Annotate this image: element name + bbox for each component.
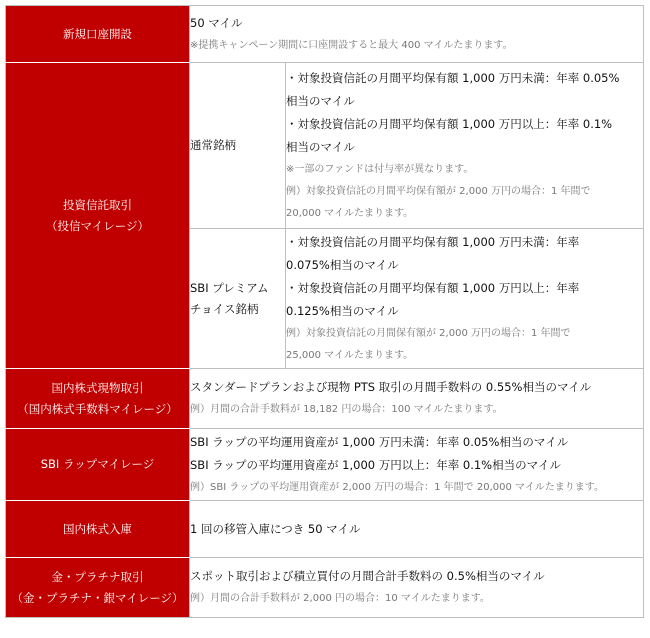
premium-bullet-1-line2: 0.075%相当のマイル	[286, 257, 399, 272]
new-account-miles: 50 マイル	[190, 15, 243, 30]
label-fund-line2: （投信マイレージ）	[45, 218, 150, 233]
premium-bullet-2-line1: ・対象投資信託の月間平均保有額 1,000 万円以上：年率	[286, 280, 580, 295]
stock-rate: スタンダードプランおよび現物 PTS 取引の月間手数料の 0.55%相当のマイル	[190, 380, 592, 394]
wrap-rate-1: SBI ラップの平均運用資産が 1,000 万円未満：年率 0.05%相当のマイル	[190, 434, 569, 449]
row-new-account	[6, 6, 644, 63]
content-premium-fund	[286, 229, 644, 369]
content-wrap	[190, 429, 644, 501]
new-account-note: ※提携キャンペーン期間に口座開設すると最大 400 マイルたまります。	[190, 39, 513, 51]
label-premium-fund	[190, 229, 286, 369]
row-gold	[6, 558, 644, 618]
label-fund	[6, 63, 190, 369]
normal-note-2-line1: 例）対象投資信託の月間平均保有額が 2,000 万円の場合：1 年間で	[286, 185, 591, 197]
gold-note: 例）月間の合計手数料が 2,000 円の場合：10 マイルたまります。	[190, 593, 490, 604]
label-new-account: 新規口座開設	[6, 6, 190, 63]
row-transfer	[6, 501, 644, 558]
row-fund-normal	[6, 63, 644, 229]
label-normal-fund: 通常銘柄	[190, 63, 286, 229]
label-fund-line1: 投資信託取引	[63, 197, 132, 212]
wrap-note: 例）SBI ラップの平均運用資産が 2,000 万円の場合：1 年間で 20,000 マイルたまります。	[190, 481, 605, 493]
gold-rate: スポット取引および積立買付の月間合計手数料の 0.5%相当のマイル	[190, 569, 545, 583]
premium-note-line1: 例）対象投資信託の月間保有額が 2,000 万円の場合：1 年間で	[286, 327, 571, 339]
label-transfer: 国内株式入庫	[6, 501, 190, 558]
content-stock	[190, 369, 644, 429]
mileage-table	[5, 5, 644, 618]
label-gold-line1: 金・プラチナ取引	[51, 569, 144, 584]
label-gold	[6, 558, 190, 618]
content-new-account	[190, 6, 644, 63]
normal-note-2-line2: 20,000 マイルたまります。	[286, 207, 414, 219]
premium-bullet-2-line2: 0.125%相当のマイル	[286, 303, 399, 318]
content-gold	[190, 558, 644, 618]
normal-bullet-2-line2: 相当のマイル	[286, 139, 355, 154]
normal-bullet-1-line1: ・対象投資信託の月間平均保有額 1,000 万円未満：年率 0.05%	[286, 70, 620, 85]
label-stock-line2: （国内株式手数料マイレージ）	[17, 401, 178, 416]
label-premium-line2: チョイス銘柄	[190, 301, 259, 316]
content-transfer	[190, 501, 644, 558]
label-stock	[6, 369, 190, 429]
content-normal-fund	[286, 63, 644, 229]
normal-note-1: ※一部のファンドは付与率が異なります。	[286, 163, 474, 175]
normal-bullet-1-line2: 相当のマイル	[286, 93, 355, 108]
label-gold-line2: （金・プラチナ・銀マイレージ）	[11, 590, 184, 605]
premium-note-line2: 25,000 マイルたまります。	[286, 349, 414, 361]
premium-bullet-1-line1: ・対象投資信託の月間平均保有額 1,000 万円未満：年率	[286, 234, 580, 249]
label-wrap: SBI ラップマイレージ	[6, 429, 190, 501]
row-stock	[6, 369, 644, 429]
label-premium-line1: SBI プレミアム	[190, 280, 269, 295]
transfer-miles: 1 回の移管入庫につき 50 マイル	[190, 521, 361, 536]
stock-note: 例）月間の合計手数料が 18,182 円の場合：100 マイルたまります。	[190, 404, 503, 415]
label-stock-line1: 国内株式現物取引	[51, 380, 144, 395]
normal-bullet-2-line1: ・対象投資信託の月間平均保有額 1,000 万円以上：年率 0.1%	[286, 116, 613, 131]
row-wrap	[6, 429, 644, 501]
wrap-rate-2: SBI ラップの平均運用資産が 1,000 万円以上：年率 0.1%相当のマイル	[190, 457, 561, 472]
